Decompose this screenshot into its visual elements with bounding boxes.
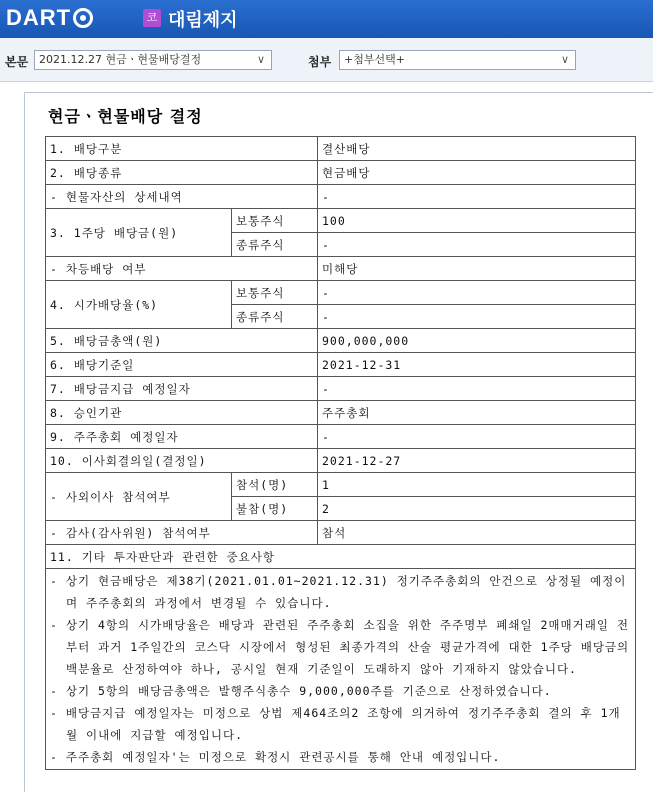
document-toolbar bbox=[0, 38, 653, 82]
table-row bbox=[46, 185, 636, 209]
sub-label: 참석(명) bbox=[232, 473, 318, 497]
note-item: - 상기 5항의 배당금총액은 발행주식총수 9,000,000주를 기준으로 산정하였습니다. bbox=[50, 684, 552, 698]
row-label: 4. 시가배당율(%) bbox=[46, 281, 232, 329]
attachment-select-value: +첨부선택+ bbox=[344, 53, 405, 66]
main-doc-label: 본문 bbox=[5, 55, 29, 69]
row-label: 9. 주주총회 예정일자 bbox=[46, 425, 318, 449]
row-value: 1 bbox=[318, 473, 636, 497]
table-row bbox=[46, 401, 636, 425]
row-label: 6. 배당기준일 bbox=[46, 353, 318, 377]
sub-label: 종류주식 bbox=[232, 305, 318, 329]
note-item: - 상기 현금배당은 제38기(2021.01.01~2021.12.31) 정기주주총회의 안건으로 상정될 예정이며 주주총회의 과정에서 변경될 수 있습니다. bbox=[50, 574, 627, 610]
table-row bbox=[46, 329, 636, 353]
table-row bbox=[46, 377, 636, 401]
sub-label: 종류주식 bbox=[232, 233, 318, 257]
important-notes bbox=[46, 569, 636, 770]
row-label: - 사외이사 참석여부 bbox=[46, 473, 232, 521]
sub-label: 불참(명) bbox=[232, 497, 318, 521]
main-doc-select[interactable] bbox=[34, 50, 272, 70]
row-label: 1. 배당구분 bbox=[46, 137, 318, 161]
row-value: 2021-12-27 bbox=[318, 449, 636, 473]
row-value: 2 bbox=[318, 497, 636, 521]
attachment-label: 첨부 bbox=[308, 55, 332, 69]
row-value: 2021-12-31 bbox=[318, 353, 636, 377]
logo-mark-icon bbox=[73, 8, 93, 28]
page-title: 현금ㆍ현물배당 결정 bbox=[48, 107, 203, 126]
row-value: 주주총회 bbox=[318, 401, 636, 425]
row-value: 900,000,000 bbox=[318, 329, 636, 353]
top-header-bar bbox=[0, 0, 653, 38]
chevron-down-icon: ∨ bbox=[560, 53, 569, 66]
row-label: 8. 승인기관 bbox=[46, 401, 318, 425]
row-label: 3. 1주당 배당금(원) bbox=[46, 209, 232, 257]
table-row bbox=[46, 449, 636, 473]
dart-logo[interactable] bbox=[6, 5, 93, 31]
table-row bbox=[46, 545, 636, 569]
row-value: - bbox=[318, 305, 636, 329]
row-value: 참석 bbox=[318, 521, 636, 545]
row-label: 10. 이사회결의일(결정일) bbox=[46, 449, 318, 473]
row-label: 7. 배당금지급 예정일자 bbox=[46, 377, 318, 401]
table-row bbox=[46, 281, 636, 305]
row-label: - 차등배당 여부 bbox=[46, 257, 318, 281]
row-label: 11. 기타 투자판단과 관련한 중요사항 bbox=[46, 545, 636, 569]
row-value: - bbox=[318, 185, 636, 209]
row-label: - 현물자산의 상세내역 bbox=[46, 185, 318, 209]
sub-label: 보통주식 bbox=[232, 281, 318, 305]
dividend-table bbox=[45, 136, 636, 770]
company-name: 대림제지 bbox=[168, 10, 238, 31]
row-value: 결산배당 bbox=[318, 137, 636, 161]
row-value: - bbox=[318, 377, 636, 401]
table-row bbox=[46, 521, 636, 545]
row-value: - bbox=[318, 281, 636, 305]
row-value: 현금배당 bbox=[318, 161, 636, 185]
table-row bbox=[46, 161, 636, 185]
note-item: - 배당금지급 예정일자는 미정으로 상법 제464조의2 조항에 의거하여 정기주주총회 결의 후 1개월 이내에 지급할 예정입니다. bbox=[50, 706, 621, 742]
table-row bbox=[46, 137, 636, 161]
table-row bbox=[46, 473, 636, 497]
note-item: - 상기 4항의 시가배당율은 배당과 관련된 주주총회 소집을 위한 주주명부 폐쇄일 2매매거래일 전부터 과거 1주일간의 코스닥 시장에서 형성된 최종가격의 산술 평균가격에 대한 1주당 배당금의 백분율로 산정하여야 하나, 공시일 현재 기준일이 도래하지 않아 기재하지 않았습니다. bbox=[50, 618, 630, 676]
row-label: 2. 배당종류 bbox=[46, 161, 318, 185]
table-row bbox=[46, 425, 636, 449]
table-row bbox=[46, 569, 636, 770]
row-value: 미해당 bbox=[318, 257, 636, 281]
table-row bbox=[46, 257, 636, 281]
sub-label: 보통주식 bbox=[232, 209, 318, 233]
logo-text: DART bbox=[6, 5, 72, 30]
note-item: - 주주총회 예정일자'는 미정으로 확정시 관련공시를 통해 안내 예정입니다. bbox=[50, 750, 501, 764]
table-row bbox=[46, 353, 636, 377]
kosdaq-market-badge: 코 bbox=[143, 9, 161, 27]
row-value: - bbox=[318, 425, 636, 449]
row-value: 100 bbox=[318, 209, 636, 233]
main-doc-select-value: 2021.12.27 현금ㆍ현물배당결정 bbox=[39, 53, 202, 66]
chevron-down-icon: ∨ bbox=[256, 53, 265, 66]
attachment-select[interactable] bbox=[339, 50, 576, 70]
row-label: - 감사(감사위원) 참석여부 bbox=[46, 521, 318, 545]
row-value: - bbox=[318, 233, 636, 257]
row-label: 5. 배당금총액(원) bbox=[46, 329, 318, 353]
table-row bbox=[46, 209, 636, 233]
